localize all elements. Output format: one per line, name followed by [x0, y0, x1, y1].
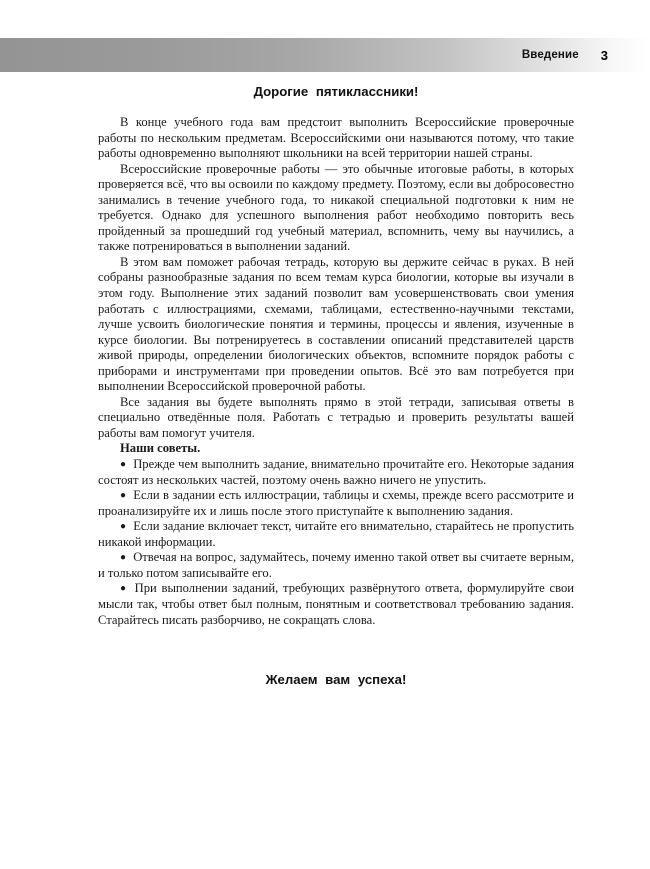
- bullet-icon: ●: [120, 459, 127, 471]
- list-item-text: Прежде чем выполнить задание, внимательно прочитайте его. Некоторые задания состоят из нескольких частей, поэтому очень важно ничего не упустить.: [98, 457, 575, 487]
- closing-line: Желаем вам успеха!: [265, 672, 407, 688]
- page-title: Дорогие пятиклассники!: [253, 84, 419, 99]
- bullet-icon: ●: [120, 521, 127, 533]
- bullet-icon: ●: [120, 552, 127, 564]
- list-item: [98, 519, 574, 550]
- bullet-icon: ●: [120, 490, 127, 502]
- list-item: [98, 550, 574, 581]
- content-column: [98, 84, 574, 687]
- running-head-title: Введение: [521, 49, 579, 61]
- body-paragraph: Все задания вы будете выполнять прямо в этой тетради, записывая ответы в специально отведённые поля. Работать с тетрадью и проверить результаты вашей работы вам помогут учителя.: [98, 394, 574, 440]
- tips-list: [98, 457, 574, 628]
- body-paragraph: Всероссийские проверочные работы — это обычные итоговые работы, в которых проверяется всё, что вы освоили по каждому предмету. Поэтому, если вы добросовестно занимались в течение учебного года, то никакой специальной подготовки к ним не требуется. Однако для успешного выполнения работ необходимо повторить весь пройденный за прошедший год учебный материал, вспомнить, чему вы научились, а также потренироваться в выполнении заданий.: [98, 161, 575, 254]
- list-item: [98, 457, 574, 488]
- body-paragraph: В конце учебного года вам предстоит выполнить Всероссийские проверочные работы по нескольким предметам. Всероссийскими они называются потому, что такие работы одновременно выполняют школьники на всей территории нашей страны.: [98, 115, 574, 161]
- tips-heading: Наши советы.: [120, 441, 201, 456]
- bullet-icon: ●: [120, 583, 128, 595]
- running-head: [522, 38, 608, 72]
- list-item-text: Отвечая на вопрос, задумайтесь, почему именно такой ответ вы считаете верным, и только потом записывайте его.: [98, 550, 574, 580]
- body-paragraph: В этом вам поможет рабочая тетрадь, которую вы держите сейчас в руках. В ней собраны разнообразные задания по всем темам курса биологии, которые вы изучали в этом году. Выполнение этих заданий позволит вам усовершенствовать свои умения работать с иллюстрациями, схемами, таблицами, естественно-научными текстами, лучше усвоить биологические понятия и термины, процессы и явления, изученные в курсе биологии. Вы потренируетесь в составлении описаний представителей царств живой природы, определении биологических объектов, вспомните порядок работы с приборами и инструментами при проведении опытов. Всё это вам потребуется при выполнении Всероссийской проверочной работы.: [98, 254, 574, 394]
- page-number: 3: [600, 47, 608, 63]
- list-item: [98, 488, 574, 519]
- list-item-text: Если в задании есть иллюстрации, таблицы и схемы, прежде всего рассмотрите и проанализируйте их и лишь после этого приступайте к выполнению задания.: [98, 488, 574, 518]
- list-item: [98, 581, 574, 628]
- list-item-text: При выполнении заданий, требующих развёрнутого ответа, формулируйте свои мысли так, чтобы ответ был полным, понятным и соответствовал требованию задания. Старайтесь писать разборчиво, не сокращать слова.: [98, 581, 574, 627]
- list-item-text: Если задание включает текст, читайте его внимательно, старайтесь не пропустить никакой информации.: [98, 519, 574, 549]
